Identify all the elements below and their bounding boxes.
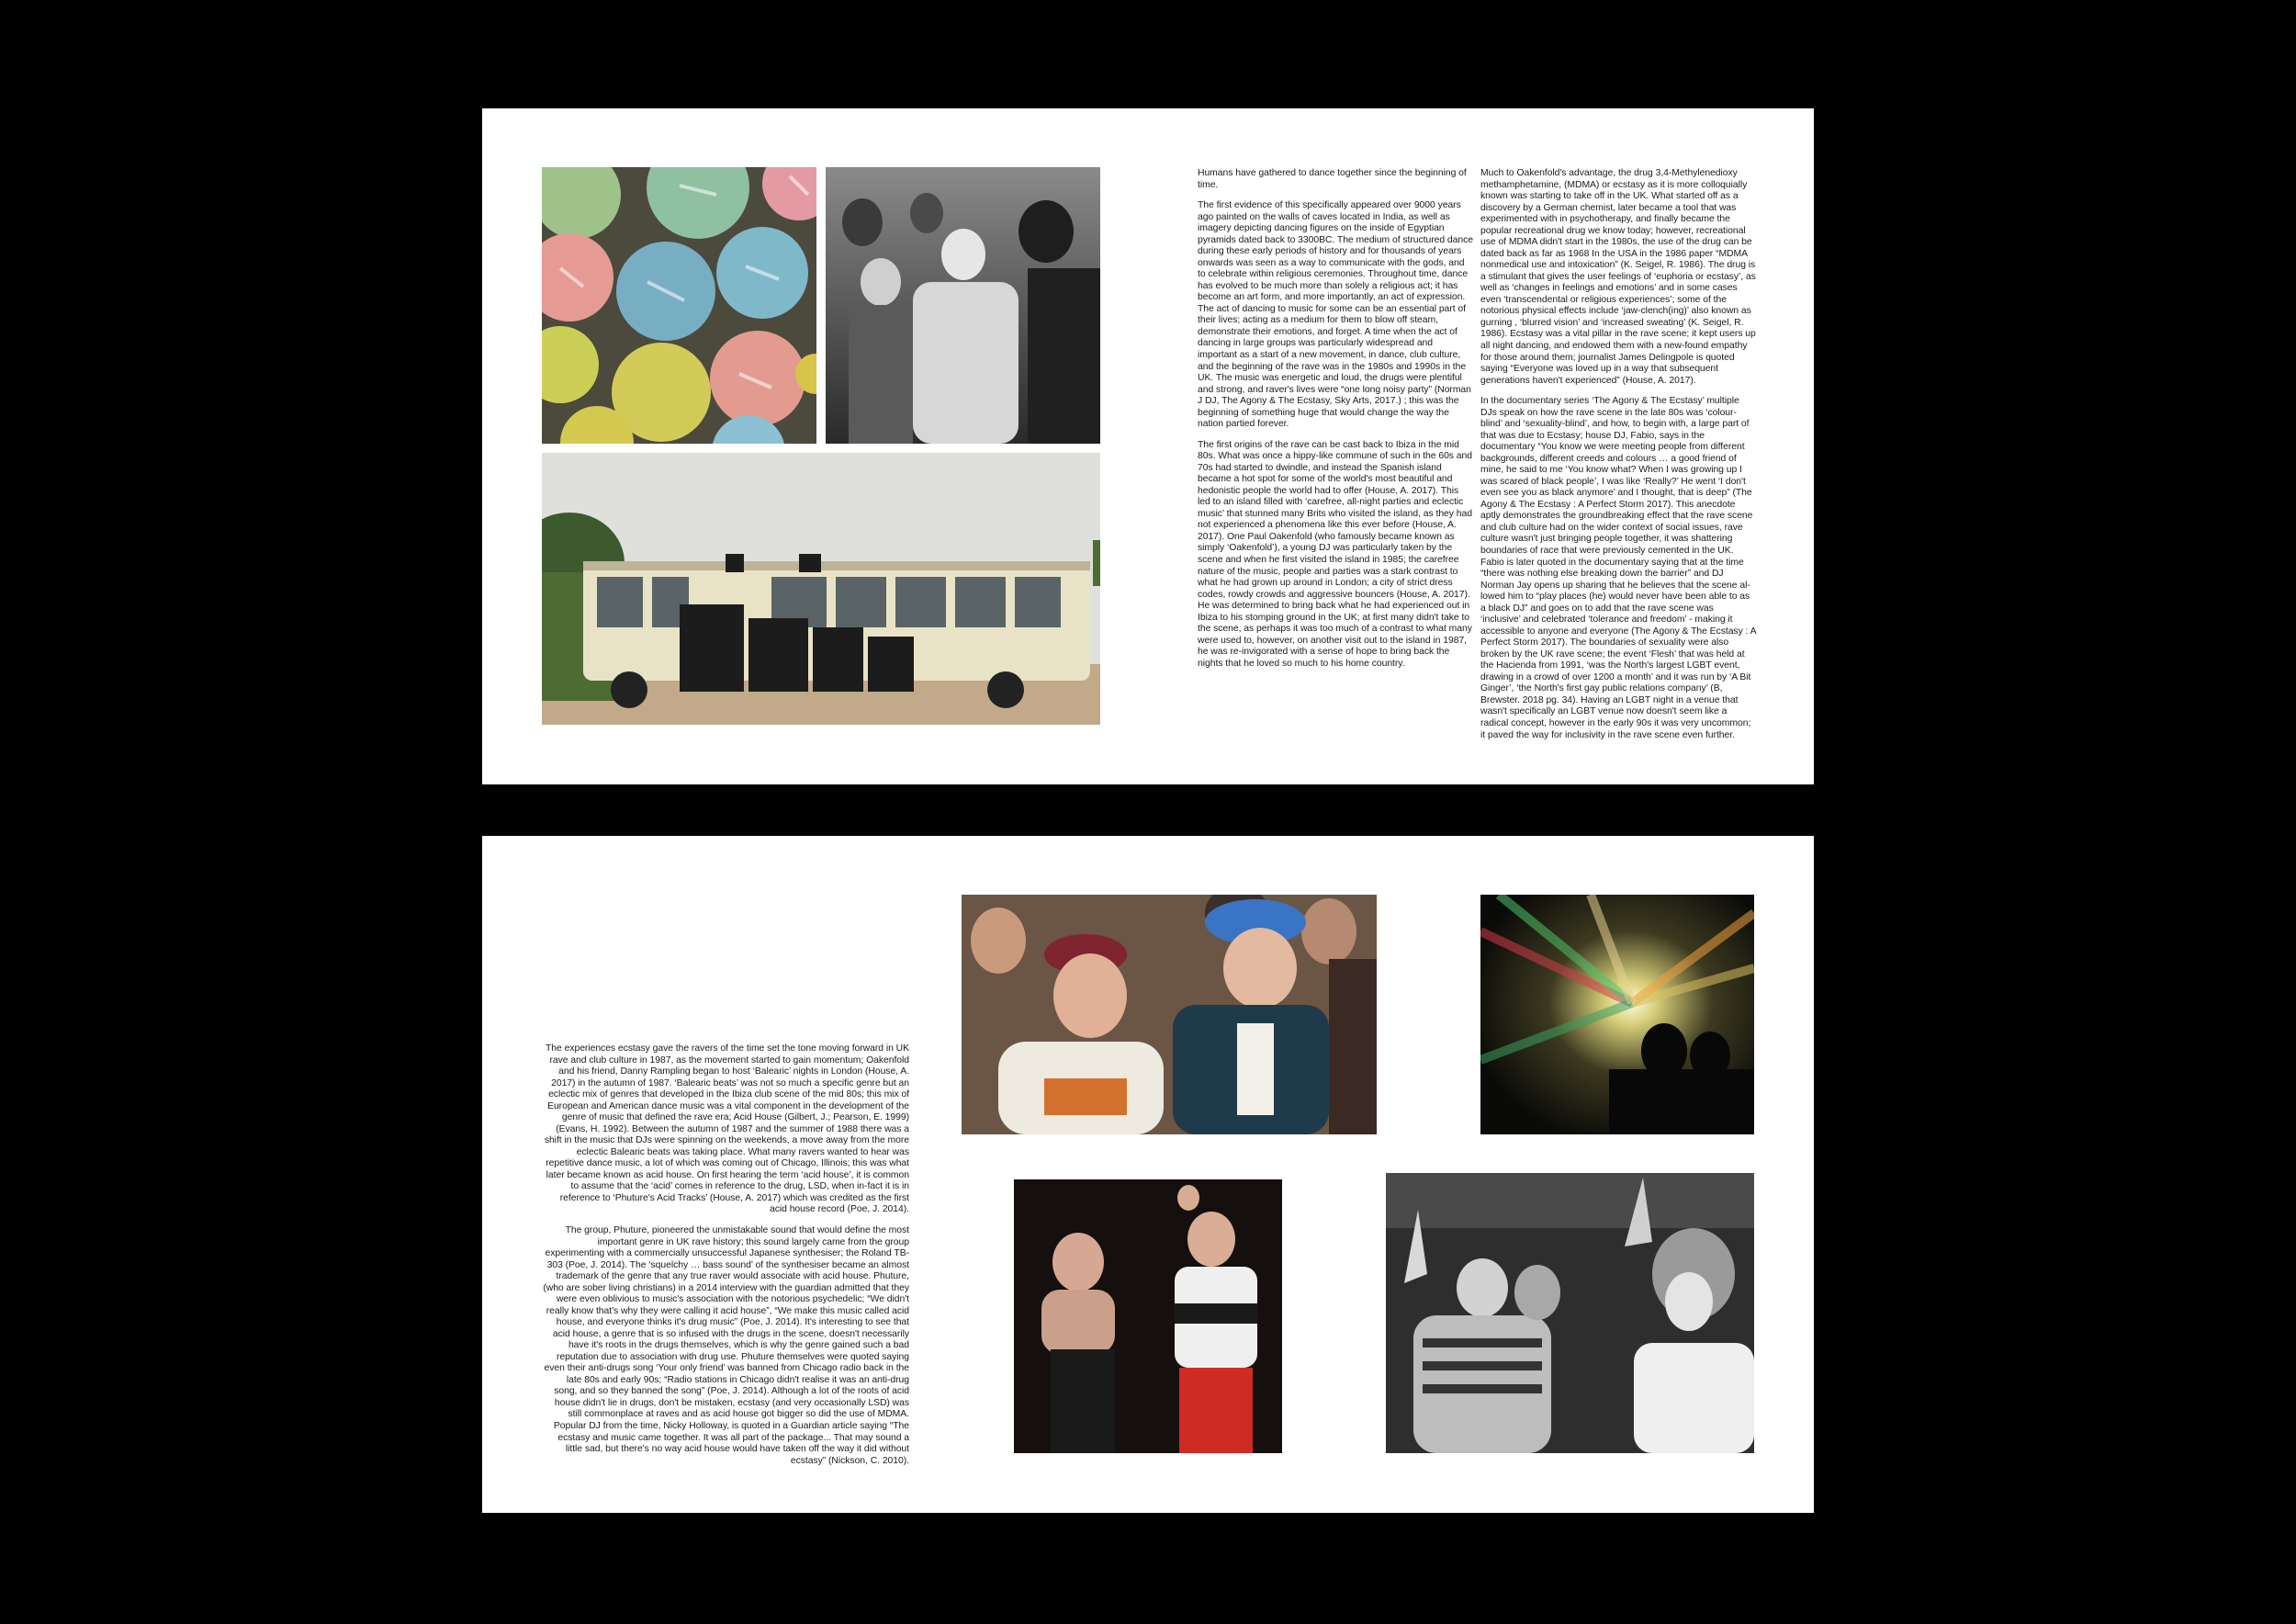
intro-paragraph-1: Humans have gathered to dance together since the beginning of time. — [1198, 168, 1467, 190]
intro-paragraph-3: The first origins of the rave can be cast back to Ibiza in the mid 80s. What was once a hippy-like commune of such in the 60s and 70s had started to dwindle, and instead the Spanish island became a hot spot for some of the world's most beautiful and hedonistic people the world had to offer (House, A. 2017). This led to an island filled with ‘carefree, all-night parties and eclectic music’ that stunned many Brits who visited the island, as they had not experienced a phenomena like this ever before (House, A. 2017). One Paul Oakenfold (who famously became known as simply ‘Oakenfold’), a young DJ was particularly taken by the scene and when he first visited the island in 1985; the carefree nature of the music, people and parties was a stark contrast to what he had grown up around in London; a city of strict dress codes, rowdy crowds and aggressive bouncers (House, A. 2017). He was determined to bring back what he had experienced out in Ibiza to his stomping ground in the UK; at first many didn't take to the scene, as perhaps it was too much of a contrast to what many were used to, however, on another visit out to the island in 1987, he was re-invigorated with a sense of hope to bring back the nights that he loved so much to his home country. — [1198, 439, 1472, 669]
ecstasy-pills-photo — [542, 167, 816, 444]
acid-house-text-column — [542, 1043, 909, 1476]
club-lights-photo — [1480, 895, 1754, 1134]
ravers-hats-color-photo — [962, 895, 1377, 1134]
dancing-couple-photo — [1014, 1179, 1282, 1453]
sound-system-bus-photo — [542, 453, 1100, 725]
ravers-crowd-bw-photo — [826, 167, 1100, 444]
acid-house-paragraph-2: The group, Phuture, pioneered the unmistakable sound that would define the most important genre in UK rave history; this sound largely came from the group experimenting with a commercially unsuccessful Japanese synthesiser; the Roland TB-303 (Poe, J. 2014). The ‘squelchy … bass sound’ of the synthesiser became an almost trademark of the genre that any true raver would associate with acid house. Phuture, (who are sober living christians) in a 2014 interview with the guardian admitted that they were even oblivious to music's association with the notorious psychedelic; “We didn't really know that's why they were calling it acid house”, “We make this music called acid house, and everyone thinks it's drug music” (Poe, J. 2014). It's interesting to see that acid house, a genre that is so infused with the drugs in the scene, doesn't necessarily have it's roots in the drugs themselves, which is why the genre gained such a bad reputation due to association with drug use. Phuture themselves were quoted saying even their anti-drugs song ‘Your only friend’ was banned from Chicago radio back in the late 80s and early 90s; “Radio stations in Chicago didn't realise it was an anti-drug song, and so they banned the song” (Poe, J. 2014). Although a lot of the roots of acid house didn't lie in drugs, don't be mistaken, ecstasy (and very occasionally LSD) was still commonplace at raves and as acid house got bigger so did the use of MDMA. Popular DJ from the time, Nicky Holloway, is quoted in a Guardian article saying “The ecstasy and music came together. It was all part of the package... That may sound a little sad, but there's no way acid house would have taken off the way it did without ecstasy” (Nickson, C. 2010). — [543, 1224, 909, 1466]
intro-paragraph-2: The first evidence of this specifically appeared over 9000 years ago painted on the walls of caves located in India, as well as imagery depicting dancing figures on the inside of Egyptian pyramids dated back to 3300BC. The medium of structured dance during these early periods of history and for thousands of years onwards was seen as a way to communicate with the gods, and to celebrate within religious ceremonies. Throughout time, dance has evolved to be much more than solely a religious act; it has become an art form, and more importantly, an act of expression. The act of dancing to music for some can be an essential part of their lives; acting as a medium for them to blow off steam, demonstrate their emotions, and forget. A time when the act of dancing in large groups was particularly widespread and important as a start of a new movement, in dance, club culture, and the beginning of the rave was in the 1980s and 1990s in the UK. The music was energetic and loud, the drugs were plentiful and strong, and raver's lives were “one long noisy party” (Norman J DJ, The Agony & The Ecstasy, Sky Arts, 2017.) ; this was the beginning of something huge that would change the way the nation partied forever. — [1198, 200, 1473, 430]
bottom-spread — [482, 836, 1814, 1513]
top-spread — [482, 108, 1814, 784]
acid-house-paragraph-1: The experiences ecstasy gave the ravers of the time set the tone moving forward in UK rave and club culture in 1987, as the movement started to gain momentum; Oakenfold and his friend, Danny Rampling began to host ‘Balearic’ nights in London (House, A. 2017) in the autumn of 1987. ‘Balearic beats’ was not so much a specific genre but an eclectic mix of genres that developed in the Ibiza club scene of the mid 80s; this mix of European and American dance music was a vital component in the development of the genre of music that defined the rave era; Acid House (Gilbert, J.; Pearson, E. 1999) (Evans, H. 1992). Between the autumn of 1987 and the summer of 1988 there was a shift in the music that DJs were spinning on the weekends, a move away from the more eclectic Balearic beats was taking place. What many ravers wanted to hear was repetitive dance music, a lot of which was coming out of Chicago, Illinois; this was what later became known as acid house. On first hearing the term ‘acid house’, it is common to assume that the ‘acid’ comes in reference to the drug, LSD, when in-fact it is in reference to ‘Phuture's Acid Tracks’ (House, A. 2017) which was credited as the first acid house record (Poe, J. 2014). — [544, 1043, 909, 1215]
intro-text-column — [1198, 168, 1473, 679]
ecstasy-paragraph-2: In the documentary series ‘The Agony & The Ecstasy’ multiple DJs speak on how the rave scene in the late 80s was ‘colour-blind’ and ‘sexuality-blind’, and how, to begin with, a large part of that was due to Ecstasy; house DJ, Fabio, says in the documentary “You know we were meeting people from different backgrounds, different creeds and colours … a good friend of mine, he said to me ‘You know what? When I was growing up I was scared of black people’, I was like ‘Really?’ He went ‘I don't even see you as black anymore’ and I thought, that is deep” (The Agony & The Ecstasy : A Perfect Storm 2017). This anecdote aptly demonstrates the groundbreaking effect that the rave scene and club culture had on the wider context of social issues, rave culture wasn't just bringing people together, it was shattering boundaries of race that were previously cemented in the UK. Fabio is later quoted in the documentary saying that at the time “there was nothing else breaking down the barrier” and DJ Norman Jay opens up sharing that he believes that the scene al-lowed him to “play places (he) would never have been able to as a black DJ” and goes on to add that the rave scene was ‘inclusive’ and celebrated ‘tolerance and freedom’ - making it accessible to anyone and everyone (The Agony & The Ecstasy : A Perfect Storm 2017). The boundaries of sexuality were also broken by the UK rave scene; the event ‘Flesh’ that was held at the Hacienda from 1991, ‘was the North's largest LGBT event, drawing in a crowd of over 1200 a month’ and it was run by ‘A Bit Ginger’, ‘the North's first gay public relations company’ (B, Brewster. 2018 pg. 34). Having an LGBT night in a venue that wasn't specifically an LGBT venue now doesn't seem like a radical concept, however in the early 90s it was very uncommon; it paved the way for inclusivity in the rave scene even further. — [1480, 396, 1756, 740]
crowd-hands-up-bw-photo — [1386, 1173, 1754, 1453]
ecstasy-text-column — [1480, 168, 1756, 750]
ecstasy-paragraph-1: Much to Oakenfold's advantage, the drug 3,4-Methylenedioxy methamphetamine, (MDMA) or ecstasy as it is more colloquially known was starting to take off in the UK. What started off as a discovery by a German chemist, later became a tool that was experimented with in psychotherapy, and finally became the popular recreational drug we know today; however, recreational use of MDMA didn't start in the 1980s, the use of the drug can be dated back as far as 1968 In the USA in the 1986 paper “MDMA nonmedical use and intoxication” (K. Seigel, R. 1986). The drug is a stimulant that gives the user feelings of ‘euphoria or ecstasy’, as well as ‘changes in feelings and emotions’ and in some cases even ‘transcendental or religious experiences’; some of the notorious physical effects include ‘jaw-clench(ing)’ also known as gurning , ‘blurred vision’ and ‘increased sweating’ (K. Seigel, R. 1986). Ecstasy was a vital pillar in the rave scene; it kept users up all night dancing, and endowed them with a new-found empathy for those around them; journalist James Delingpole is quoted saying “Everyone was loved up in a way that subsequent generations haven't experienced” (House, A. 2017). — [1480, 168, 1756, 386]
